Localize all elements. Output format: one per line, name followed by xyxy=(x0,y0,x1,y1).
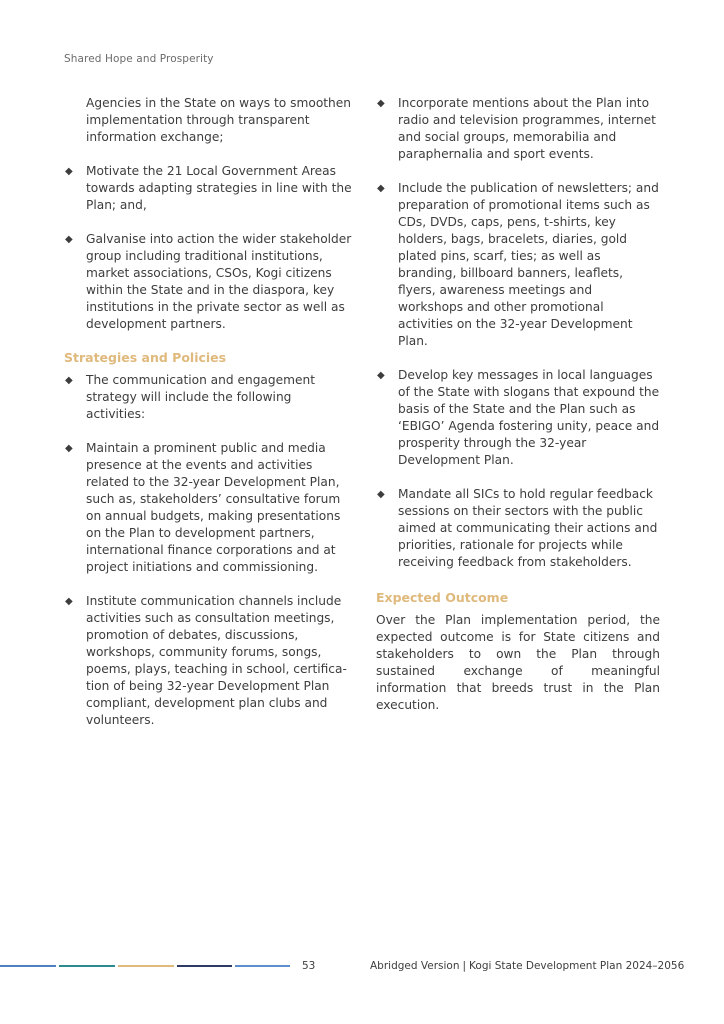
running-header: Shared Hope and Prosperity xyxy=(64,53,214,65)
bullet-text: Develop key messages in local languages of the State with slogans that expound the basis of the State and the Plan such as ‘EBIGO’ Agenda fostering unity, peace and prosperity through the 32-year Development Plan. xyxy=(398,368,660,467)
bullet-item xyxy=(64,163,354,214)
page-number: 53 xyxy=(302,960,316,972)
bullet-text: Institute communication channels include activities such as consultation meetings, promotion of debates, discussions, workshops, community forums, songs, poems, plays, teaching in school, certifica-tion of being 32-year Development Plan compliant, development plan clubs and volunteers. xyxy=(86,594,347,727)
footer-rule-segment xyxy=(177,965,232,967)
diamond-bullet-icon: ◆ xyxy=(377,98,385,109)
footer-rule-segment xyxy=(118,965,174,967)
bullet-item xyxy=(376,367,660,469)
bullet-text: Maintain a prominent public and media presence at the events and activities related to the 32-year Development Plan, such as, stakeholders’ consultative forum on annual budgets, making presentations on the Plan to development partners, international finance corporations and at project initiations and commissioning. xyxy=(86,441,341,574)
diamond-bullet-icon: ◆ xyxy=(65,443,73,454)
right-column xyxy=(376,95,660,714)
bullet-item xyxy=(64,440,354,576)
bullet-text: Motivate the 21 Local Government Areas towards adapting strategies in line with the Plan; and, xyxy=(86,164,352,212)
bullet-text: Mandate all SICs to hold regular feedback sessions on their sectors with the public aimed at communicating their actions and priorities, rationale for projects while receiving feedback from stakeholders. xyxy=(398,487,658,569)
left-column xyxy=(64,95,354,729)
bullet-item xyxy=(64,231,354,333)
diamond-bullet-icon: ◆ xyxy=(65,234,73,245)
bullet-text: The communication and engagement strategy will include the following activities: xyxy=(86,373,316,421)
bullet-item xyxy=(64,593,354,729)
footer-separator: | xyxy=(462,960,467,972)
document-title: Kogi State Development Plan 2024–2056 xyxy=(469,960,685,972)
bullet-item xyxy=(376,486,660,571)
footer-rule-segment xyxy=(235,965,290,967)
footer-title xyxy=(370,960,684,972)
diamond-bullet-icon: ◆ xyxy=(65,166,73,177)
bullet-text: Galvanise into action the wider stakeholder group including traditional institutions, market associations, CSOs, Kogi citizens within the State and in the diaspora, key institutions in the private sector as well as development partners. xyxy=(86,232,352,331)
diamond-bullet-icon: ◆ xyxy=(65,596,73,607)
bullet-text: Include the publication of newsletters; and preparation of promotional items such as CDs, DVDs, caps, pens, t-shirts, key holders, bags, bracelets, diaries, gold plated pins, scarf, ties; as well as branding, billboard banners, leaflets, flyers, awareness meetings and workshops and other promotional activities on the 32-year Development Plan. xyxy=(398,181,659,348)
continuation-paragraph: Agencies in the State on ways to smoothen implementation through transparent information exchange; xyxy=(86,96,351,144)
diamond-bullet-icon: ◆ xyxy=(377,489,385,500)
diamond-bullet-icon: ◆ xyxy=(377,183,385,194)
bullet-item xyxy=(376,180,660,350)
expected-outcome-paragraph: Over the Plan implementation period, the expected outcome is for State citizens and stakeholders to own the Plan through sustained exchange of meaningful information that breeds trust in the Plan execution. xyxy=(376,613,660,712)
expected-outcome-heading: Expected Outcome xyxy=(376,590,509,605)
footer-rule-segment xyxy=(0,965,56,967)
footer-rule-segment xyxy=(59,965,115,967)
version-label: Abridged Version xyxy=(370,960,460,972)
bullet-item xyxy=(64,372,354,423)
diamond-bullet-icon: ◆ xyxy=(65,375,73,386)
bullet-item xyxy=(376,95,660,163)
diamond-bullet-icon: ◆ xyxy=(377,370,385,381)
strategies-heading: Strategies and Policies xyxy=(64,350,227,365)
bullet-text: Incorporate mentions about the Plan into radio and television programmes, internet and social groups, memorabilia and paraphernalia and sport events. xyxy=(398,96,656,161)
